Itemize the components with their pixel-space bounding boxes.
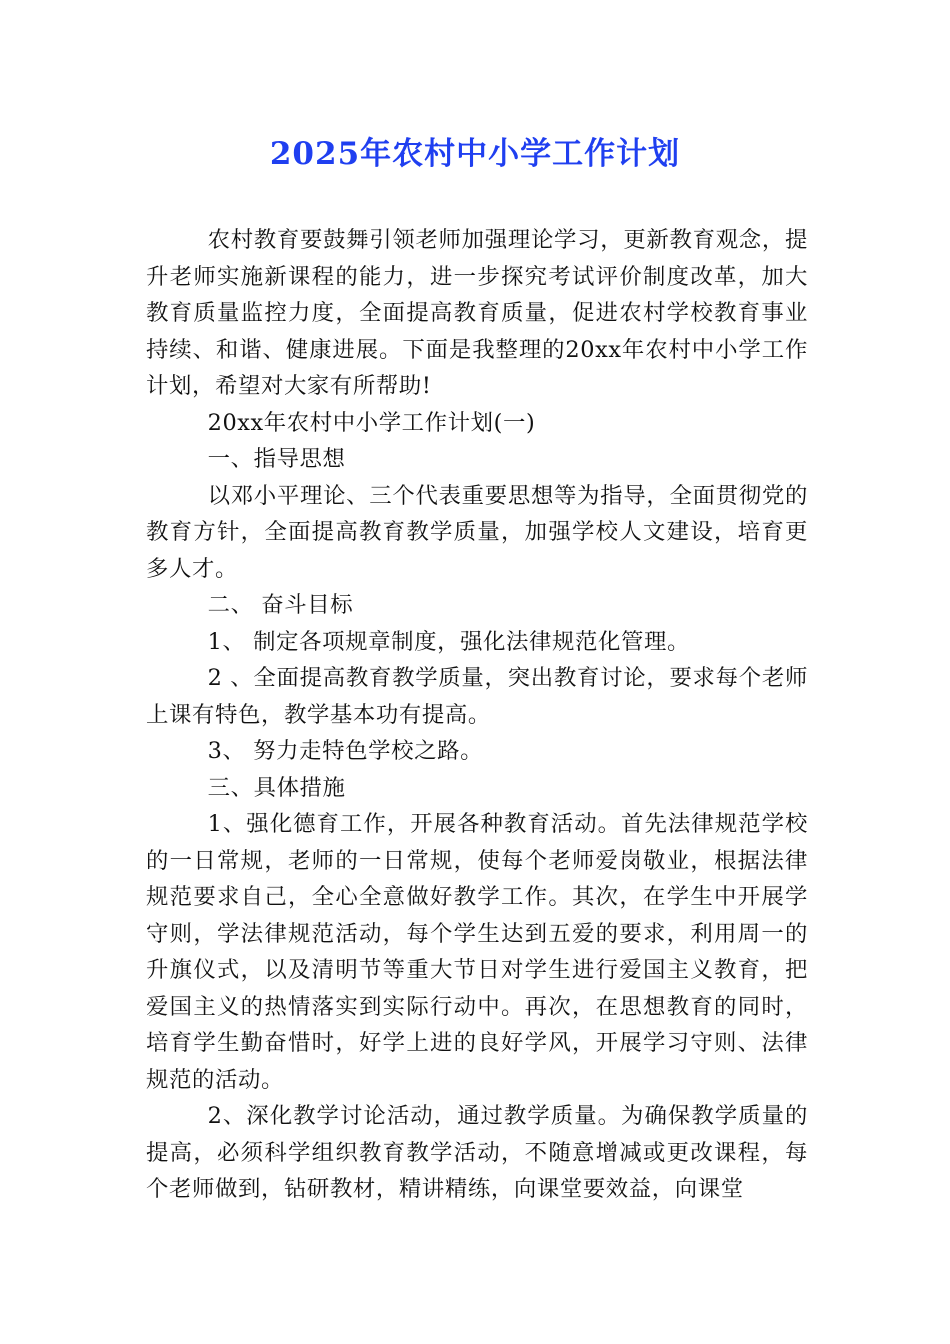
- section-heading-goals: 二、 奋斗目标: [207, 592, 354, 618]
- measure-item-1: 1、强化德育工作，开展各种教育活动。首先法律规范学校的一日常规，老师的一日常规，使每个老师爱岗敬业，根据法律规范要求自己，全心全意做好教学工作。其次，在学生中开展学守则，学法律规范活动，每个学生达到五爱的要求，利用周一的升旗仪式，以及清明节等重大节日对学生进行爱国主义教育，把爱国主义的热情落实到实际行动中。再次，在思想教育的同时，培育学生勤奋惜时，好学上进的良好学风，开展学习守则、法律规范的活动。: [146, 811, 808, 1093]
- goal-item-2: 2 、全面提高教育教学质量，突出教育讨论，要求每个老师上课有特色，教学基本功有提高。: [146, 665, 808, 728]
- section-heading-guiding-ideology: 一、指导思想: [207, 446, 346, 472]
- goal-item-3: 3、 努力走特色学校之路。: [207, 738, 484, 764]
- section-heading-measures: 三、具体措施: [207, 774, 346, 801]
- paragraph-guiding-ideology: 以邓小平理论、三个代表重要思想等为指导，全面贯彻党的教育方针，全面提高教育教学质量，加强学校人文建设，培育更多人才。: [146, 482, 808, 582]
- document-body: [146, 222, 808, 1208]
- paragraph-plan-heading: 20xx年农村中小学工作计划(一): [207, 409, 536, 436]
- paragraph-intro: 农村教育要鼓舞引领老师加强理论学习，更新教育观念，提升老师实施新课程的能力，进一步探究考试评价制度改革，加大教育质量监控力度，全面提高教育质量，促进农村学校教育事业持续、和谐、健康进展。下面是我整理的20xx年农村中小学工作计划，希望对大家有所帮助!: [146, 227, 808, 399]
- document-title: 2025年农村中小学工作计划: [269, 136, 681, 172]
- measure-item-2: 2、深化教学讨论活动，通过教学质量。为确保教学质量的提高，必须科学组织教育教学活动，不随意增减或更改课程，每个老师做到，钻研教材，精讲精练，向课堂要效益，向课堂: [146, 1103, 808, 1202]
- goal-item-1: 1、 制定各项规章制度，强化法律规范化管理。: [207, 628, 690, 655]
